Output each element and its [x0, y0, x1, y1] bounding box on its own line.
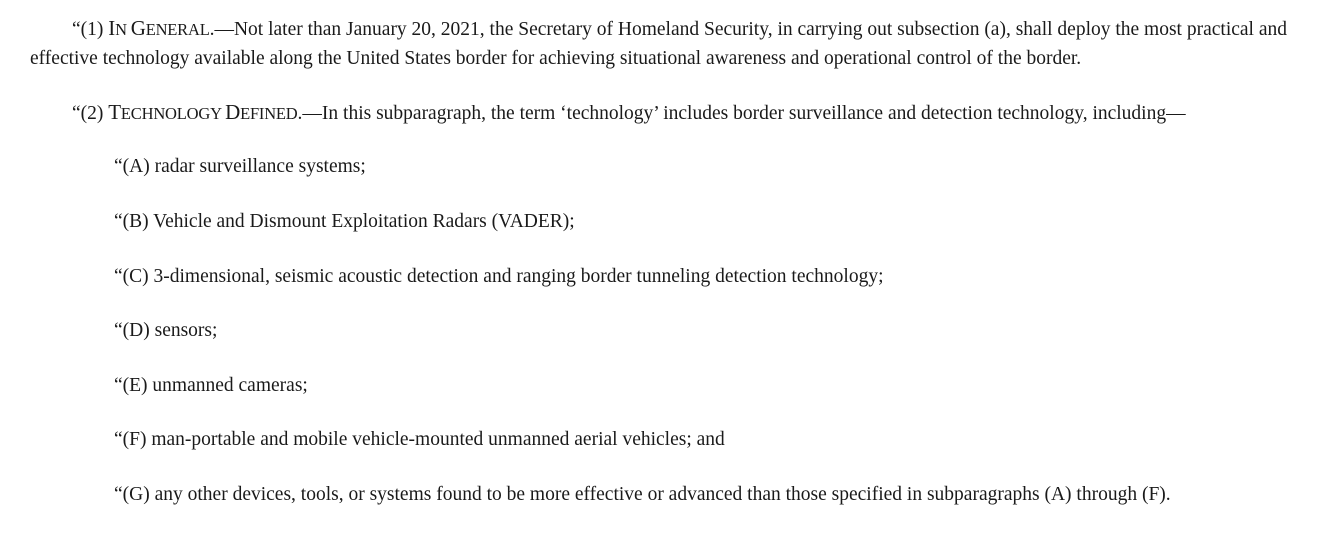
paragraph-1-heading — [108, 16, 209, 40]
subparagraph-f: “(F) man-portable and mobile vehicle-mounted unmanned aerial vehicles; and — [114, 429, 725, 450]
heading-small-caps: ECHNOLOGY — [120, 104, 226, 123]
paragraph-1-number: “(1) — [72, 19, 109, 40]
heading-initial: G — [130, 16, 146, 40]
subparagraph-b: “(B) Vehicle and Dismount Exploitation Radars (VADER); — [114, 211, 575, 232]
subparagraph-e: “(E) unmanned cameras; — [114, 375, 308, 396]
subparagraph-g: “(G) any other devices, tools, or systems found to be more effective or advanced than those specified in subparagraphs (A) through (F). — [114, 484, 1171, 505]
heading-small-caps: EFINED — [240, 104, 298, 123]
subparagraph-d: “(D) sensors; — [114, 320, 218, 341]
heading-initial: I — [108, 16, 116, 40]
paragraph-2-number: “(2) — [72, 103, 109, 124]
subparagraph-a: “(A) radar surveillance systems; — [114, 156, 366, 177]
paragraph-1-in-general — [30, 14, 1320, 73]
heading-small-caps: ENERAL — [145, 20, 210, 39]
paragraph-1-dash: .— — [209, 19, 234, 40]
paragraph-2-dash: .— — [297, 103, 322, 124]
paragraph-2-text: In this subparagraph, the term ‘technology’ includes border surveillance and detection technology, including— — [321, 103, 1186, 124]
paragraph-1-text: Not later than January 20, 2021, the Secretary of Homeland Security, in carrying out subsection (a), shall deploy the most practical and effective technology available along the United States border for achieving situational awareness and operational control of the border. — [30, 19, 1288, 69]
heading-small-caps: N — [115, 20, 131, 39]
subparagraph-c: “(C) 3-dimensional, seismic acoustic detection and ranging border tunneling detection technology; — [114, 266, 884, 287]
paragraph-2-technology-defined — [72, 98, 1186, 128]
paragraph-2-heading — [108, 100, 297, 124]
heading-initial: D — [225, 100, 241, 124]
heading-initial: T — [108, 100, 121, 124]
